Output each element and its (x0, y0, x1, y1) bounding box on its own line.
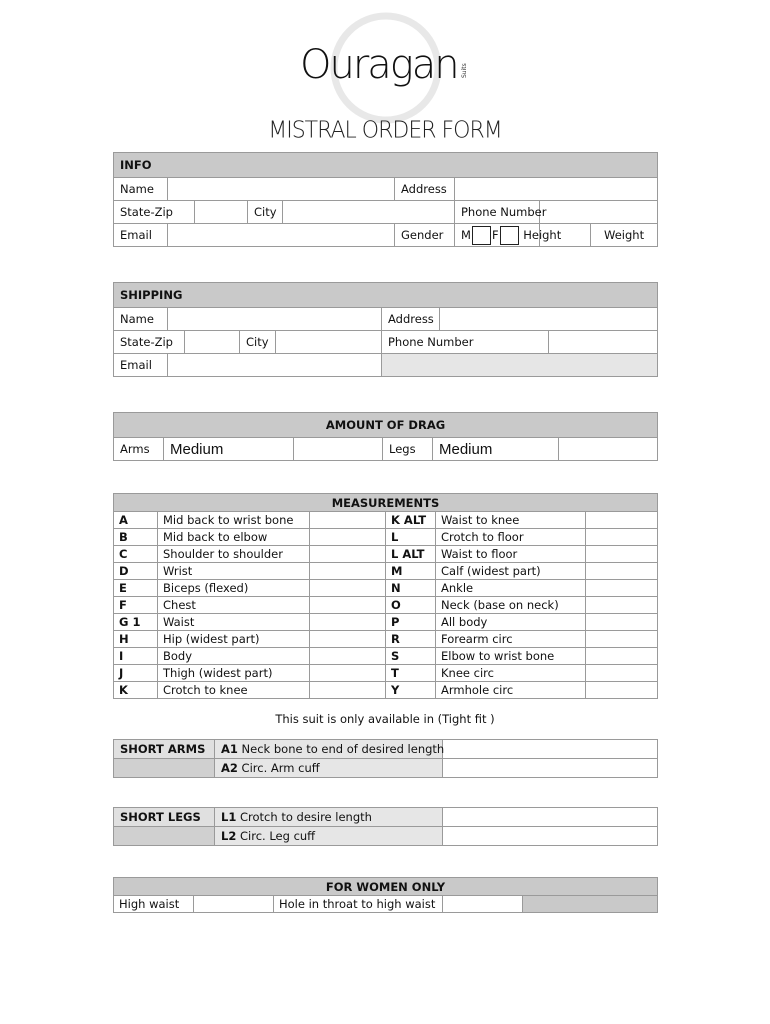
shipping-empty-cell (382, 354, 658, 377)
short-legs-spacer (114, 827, 215, 846)
measurement-row (114, 648, 658, 665)
drag-arms-extra[interactable] (294, 438, 383, 461)
ouragan-logo-graphic (296, 8, 476, 118)
gender-f-checkbox[interactable] (500, 226, 519, 245)
shipping-phone-field[interactable] (549, 331, 658, 354)
measurement-field-left[interactable] (310, 546, 386, 563)
measurement-row (114, 665, 658, 682)
measurement-code-right: L ALT (386, 546, 436, 563)
info-table (113, 152, 658, 247)
shipping-city-field[interactable] (276, 331, 382, 354)
measurement-field-right[interactable] (586, 512, 658, 529)
measurement-field-left[interactable] (310, 682, 386, 699)
measurement-field-right[interactable] (586, 648, 658, 665)
info-city-field[interactable] (283, 201, 455, 224)
women-high-waist-field[interactable] (194, 896, 274, 913)
measurement-row (114, 546, 658, 563)
measurement-desc-right: Neck (base on neck) (436, 597, 586, 614)
measurement-code-right: S (386, 648, 436, 665)
measurement-desc-left: Waist (158, 614, 310, 631)
measurement-row (114, 529, 658, 546)
women-table (113, 877, 658, 913)
info-gender-label: Gender (395, 224, 455, 247)
measurement-desc-left: Thigh (widest part) (158, 665, 310, 682)
women-empty-cell (523, 896, 658, 913)
gender-m-checkbox[interactable] (472, 226, 491, 245)
women-high-waist-label: High waist (114, 896, 194, 913)
fit-note: This suit is only available in (Tight fit ) (275, 712, 495, 726)
measurement-code-left: G 1 (114, 614, 158, 631)
measurement-code-left: B (114, 529, 158, 546)
measurements-table (113, 493, 658, 699)
info-weight-field[interactable] (611, 226, 656, 250)
measurement-field-right[interactable] (586, 546, 658, 563)
measurement-code-left: H (114, 631, 158, 648)
short-legs-label: SHORT LEGS (114, 808, 215, 827)
measurement-field-left[interactable] (310, 665, 386, 682)
measurement-row (114, 614, 658, 631)
measurement-desc-right: Knee circ (436, 665, 586, 682)
measurement-field-right[interactable] (586, 682, 658, 699)
measurement-code-right: N (386, 580, 436, 597)
info-name-label: Name (114, 178, 168, 201)
info-weight-label: Weight (591, 224, 658, 247)
info-gender-options (455, 224, 562, 247)
measurement-field-left[interactable] (310, 648, 386, 665)
measurement-field-right[interactable] (586, 580, 658, 597)
info-city-label: City (248, 201, 283, 224)
measurement-desc-right: Waist to floor (436, 546, 586, 563)
drag-table (113, 412, 658, 461)
measurement-row (114, 580, 658, 597)
brand-logo (0, 0, 770, 118)
info-statezip-label: State-Zip (114, 201, 195, 224)
measurement-field-right[interactable] (586, 529, 658, 546)
info-name-field[interactable] (168, 178, 395, 201)
measurement-desc-left: Body (158, 648, 310, 665)
measurements-header: MEASUREMENTS (114, 494, 658, 512)
measurement-code-right: L (386, 529, 436, 546)
measurement-desc-right: Armhole circ (436, 682, 586, 699)
drag-arms-label: Arms (114, 438, 164, 461)
measurement-desc-right: Crotch to floor (436, 529, 586, 546)
measurement-row (114, 682, 658, 699)
measurement-field-left[interactable] (310, 614, 386, 631)
measurement-field-left[interactable] (310, 580, 386, 597)
short-legs-l2: L2 Circ. Leg cuff (215, 827, 443, 846)
drag-header: AMOUNT OF DRAG (114, 413, 658, 438)
short-legs-l2-field[interactable] (443, 827, 658, 846)
measurement-code-left: E (114, 580, 158, 597)
measurement-row (114, 597, 658, 614)
measurement-code-left: F (114, 597, 158, 614)
measurement-desc-right: Calf (widest part) (436, 563, 586, 580)
drag-legs-label: Legs (383, 438, 433, 461)
logo-subtext: Suits (461, 63, 468, 78)
measurement-code-right: M (386, 563, 436, 580)
short-legs-l1-field[interactable] (443, 808, 658, 827)
measurement-field-left[interactable] (310, 563, 386, 580)
shipping-city-label: City (240, 331, 276, 354)
measurement-row (114, 563, 658, 580)
short-legs-l1: L1 Crotch to desire length (215, 808, 443, 827)
measurement-code-right: O (386, 597, 436, 614)
logo-wordmark: Ouragan (300, 42, 458, 88)
short-arms-spacer (114, 759, 215, 778)
gender-f-label: F (491, 227, 499, 242)
measurement-code-left: C (114, 546, 158, 563)
drag-legs-select[interactable]: Medium (433, 438, 559, 461)
measurement-desc-right: Elbow to wrist bone (436, 648, 586, 665)
page-title: MISTRAL ORDER FORM (268, 117, 502, 144)
info-email-field[interactable] (168, 224, 395, 247)
measurement-field-right[interactable] (586, 597, 658, 614)
measurement-code-right: Y (386, 682, 436, 699)
measurement-desc-left: Mid back to wrist bone (158, 512, 310, 529)
measurement-desc-left: Crotch to knee (158, 682, 310, 699)
shipping-email-label: Email (114, 354, 168, 377)
measurement-code-right: T (386, 665, 436, 682)
measurement-code-left: J (114, 665, 158, 682)
measurement-code-right: R (386, 631, 436, 648)
shipping-address-field[interactable] (440, 308, 658, 331)
info-header: INFO (114, 153, 658, 178)
shipping-statezip-field[interactable] (185, 331, 240, 354)
measurement-field-right[interactable] (586, 631, 658, 648)
shipping-statezip-label: State-Zip (114, 331, 185, 354)
gender-m-label: M (461, 227, 471, 242)
drag-arms-select[interactable]: Medium (164, 438, 294, 461)
info-address-field[interactable] (455, 178, 658, 201)
measurement-desc-right: All body (436, 614, 586, 631)
measurement-code-right: P (386, 614, 436, 631)
measurement-desc-left: Chest (158, 597, 310, 614)
measurement-field-right[interactable] (586, 614, 658, 631)
measurement-field-right[interactable] (586, 665, 658, 682)
measurement-code-left: D (114, 563, 158, 580)
shipping-name-field[interactable] (168, 308, 382, 331)
measurement-desc-left: Shoulder to shoulder (158, 546, 310, 563)
short-arms-a1-field[interactable] (443, 740, 658, 759)
short-arms-label: SHORT ARMS (114, 740, 215, 759)
short-arms-a2-field[interactable] (443, 759, 658, 778)
shipping-name-label: Name (114, 308, 168, 331)
measurement-field-left[interactable] (310, 597, 386, 614)
shipping-header: SHIPPING (114, 283, 658, 308)
shipping-email-field[interactable] (168, 354, 382, 377)
shipping-phone-label: Phone Number (382, 331, 549, 354)
measurement-desc-right: Ankle (436, 580, 586, 597)
measurement-desc-left: Hip (widest part) (158, 631, 310, 648)
women-hole-label: Hole in throat to high waist (274, 896, 443, 913)
measurement-field-right[interactable] (586, 563, 658, 580)
measurement-code-left: K (114, 682, 158, 699)
info-statezip-field[interactable] (195, 201, 248, 224)
measurement-field-left[interactable] (310, 529, 386, 546)
info-address-label: Address (395, 178, 455, 201)
measurement-code-right: K ALT (386, 512, 436, 529)
short-arms-a2: A2 Circ. Arm cuff (215, 759, 443, 778)
women-header: FOR WOMEN ONLY (114, 878, 658, 896)
measurement-field-left[interactable] (310, 631, 386, 648)
drag-legs-extra[interactable] (559, 438, 658, 461)
short-legs-table (113, 807, 658, 846)
measurement-desc-right: Waist to knee (436, 512, 586, 529)
info-phone-field[interactable] (540, 201, 658, 224)
measurement-field-left[interactable] (310, 512, 386, 529)
measurement-code-left: A (114, 512, 158, 529)
measurement-desc-left: Wrist (158, 563, 310, 580)
info-phone-label: Phone Number (455, 201, 540, 224)
measurement-code-left: I (114, 648, 158, 665)
measurement-desc-right: Forearm circ (436, 631, 586, 648)
measurement-desc-left: Mid back to elbow (158, 529, 310, 546)
shipping-table (113, 282, 658, 377)
measurement-row (114, 512, 658, 529)
measurement-desc-left: Biceps (flexed) (158, 580, 310, 597)
short-arms-table (113, 739, 658, 778)
short-arms-a1: A1 Neck bone to end of desired length (215, 740, 443, 759)
shipping-address-label: Address (382, 308, 440, 331)
info-height-label: Height (523, 227, 562, 242)
measurement-row (114, 631, 658, 648)
info-email-label: Email (114, 224, 168, 247)
women-hole-field[interactable] (443, 896, 523, 913)
